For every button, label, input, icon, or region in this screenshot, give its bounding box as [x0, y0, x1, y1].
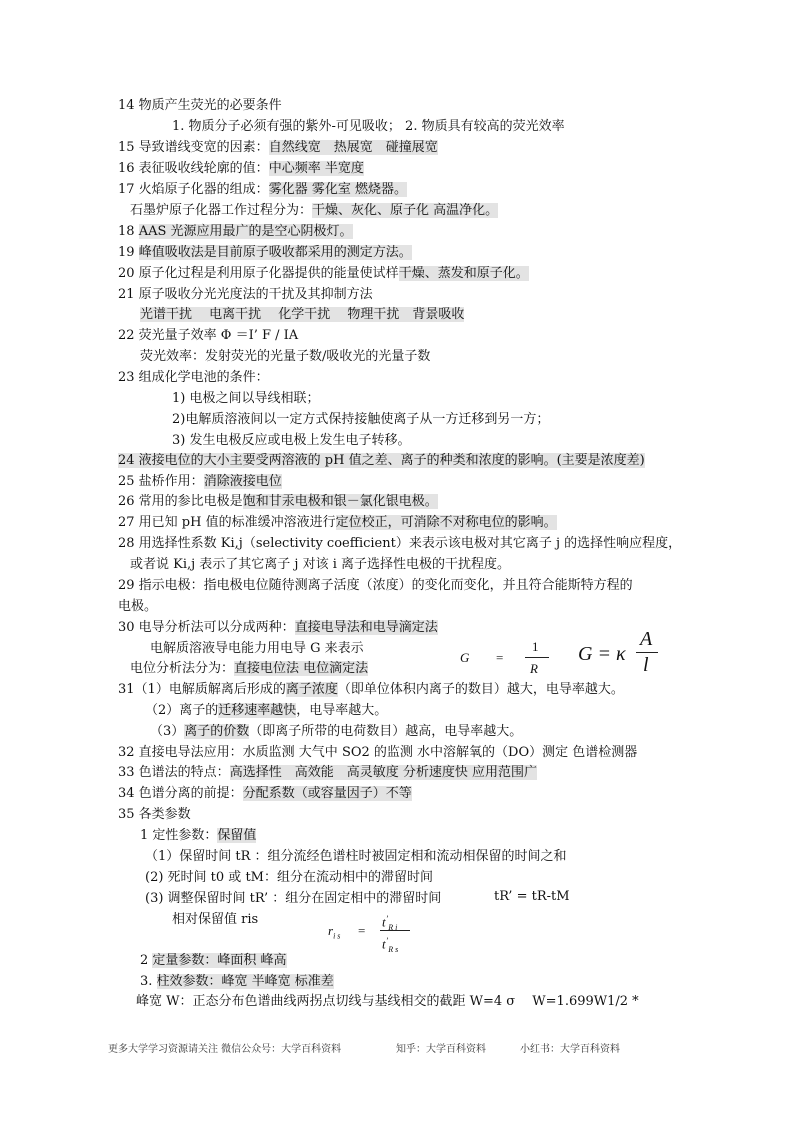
text-line [118, 744, 637, 762]
formula-g2-left: G = κ [578, 643, 626, 665]
formula-ris-denominator: $t^’_{R s}$ [382, 936, 399, 954]
line-text: 1) 电极之间以导线相联； [172, 391, 320, 406]
formula-g-denominator: R [530, 661, 538, 676]
text-line [118, 681, 624, 699]
highlighted-text: 直接电位法 电位滴定法 [234, 661, 369, 676]
highlighted-text: 直接电导法和电导滴定法 [294, 620, 438, 635]
line-text: 电位分析法分为： [130, 661, 235, 676]
highlighted-text: 自然线宽 热展宽 碰撞展宽 [268, 140, 438, 155]
text-line [118, 577, 633, 595]
text-line [118, 244, 412, 262]
line-text: 31（1）电解质解离后形成的 [118, 682, 286, 697]
text-line [145, 869, 433, 887]
text-line [118, 473, 282, 491]
formula-ris-left: $r_{i s}$ [328, 923, 341, 941]
line-text: 1. 物质分子必须有强的紫外-可见吸收； 2. 物质具有较高的荧光效率 [172, 119, 565, 134]
text-line [145, 848, 567, 866]
line-text: 电解质溶液导电能力用电导 G 来表示 [150, 641, 364, 656]
line-text: 14 物质产生荧光的必要条件 [118, 98, 282, 113]
text-line [140, 973, 334, 991]
highlighted-text: 分配系数（或容量因子）不等 [242, 786, 412, 801]
line-text: 29 指示电极：指电极电位随待测离子活度（浓度）的变化而变化，并且符合能斯特方程的 [118, 578, 633, 593]
line-text: 荧光效率：发射荧光的光量子数/吸收光的光量子数 [140, 349, 431, 364]
highlighted-text: 高选择性 高效能 高灵敏度 分析速度快 应用范围广 [229, 765, 537, 780]
line-text: （即离子所带的电荷数目）越高，电导率越大。 [249, 724, 523, 739]
text-line [140, 348, 430, 366]
text-line [145, 702, 387, 720]
line-text: 33 色谱法的特点： [118, 765, 230, 780]
line-text: (3) 调整保留时间 tR’ ：组分在固定相中的滞留时间 [145, 891, 442, 906]
highlighted-text: 中心频率 半宽度 [268, 161, 364, 176]
highlighted-text: 峰值吸收法是目前原子吸收都采用的测定方法。 [138, 245, 412, 260]
highlighted-text: 雾化器 雾化室 燃烧器。 [268, 182, 407, 197]
formula-g2-denominator: l [643, 654, 649, 676]
text-line [150, 723, 522, 741]
formula-ris-numerator: $t^’_{R i}$ [382, 914, 398, 932]
footer-wechat: 更多大学学习资源请关注 微信公众号：大学百科资料 [108, 1044, 342, 1055]
text-line [118, 139, 438, 157]
fraction-bar [525, 657, 549, 658]
text-line [172, 911, 258, 929]
line-text: (2) 死时间 t0 或 tM：组分在流动相中的滞留时间 [145, 870, 433, 885]
line-text: 27 用已知 pH 值的标准缓冲溶液进行 [118, 515, 336, 530]
text-line [118, 514, 557, 532]
highlighted-text: 迁移速率越快 [218, 703, 297, 718]
line-text: 2)电解质溶液间以一定方式保持接触使离子从一方迁移到另一方； [172, 412, 550, 427]
text-line [150, 640, 364, 658]
text-line [118, 265, 529, 283]
line-text: （2）离子的 [145, 703, 219, 718]
highlighted-text: 定量参数：峰面积 峰高 [152, 953, 287, 968]
text-line [140, 306, 464, 324]
line-text: 石墨炉原子化器工作过程分为： [130, 203, 313, 218]
line-text: 3. [140, 974, 157, 989]
line-text: 电极。 [118, 599, 158, 614]
line-text: 15 导致谱线变宽的因素： [118, 140, 269, 155]
line-text: 23 组成化学电池的条件： [118, 370, 269, 385]
formula-ris-sign: = [358, 923, 366, 938]
line-text: （1）保留时间 tR ：组分流经色谱柱时被固定相和流动相保留的时间之和 [145, 849, 567, 864]
line-text: 35 各类参数 [118, 807, 191, 822]
text-line [172, 411, 549, 429]
text-line [118, 160, 364, 178]
footer-xiaohongshu: 小红书：大学百科资料 [520, 1044, 620, 1055]
highlighted-text: 干燥、蒸发和原子化。 [398, 266, 529, 281]
formula-g2-numerator: A [640, 628, 653, 650]
highlighted-text: 柱效参数：峰宽 半峰宽 标准差 [156, 974, 334, 989]
text-line [140, 952, 287, 970]
highlighted-text: 离子的价数 [184, 724, 250, 739]
line-text: 3) 发生电极反应或电极上发生电子转移。 [172, 433, 411, 448]
line-text: （即单位体积内离子的数目）越大，电导率越大。 [337, 682, 624, 697]
highlighted-text: 光谱干扰 电离干扰 化学干扰 物理干扰 背景吸收 [140, 307, 465, 322]
text-line [172, 432, 410, 450]
text-line [130, 660, 368, 678]
line-text: 30 电导分析法可以分成两种： [118, 620, 295, 635]
fraction-bar [636, 652, 658, 653]
line-text: 1 定性参数： [140, 828, 218, 843]
text-line [118, 327, 298, 345]
text-line [118, 493, 438, 511]
text-line [118, 181, 407, 199]
text-line [118, 223, 353, 241]
line-text: 32 直接电导法应用：水质监测 大气中 SO2 的监测 水中溶解氧的（DO）测定 色谱检测器 [118, 745, 638, 760]
highlighted-text: AAS 光源应用最广的是空心阴极灯。 [138, 224, 353, 239]
text-line [118, 369, 269, 387]
text-line [140, 827, 256, 845]
highlighted-text: 24 液接电位的大小主要受两溶液的 pH 值之差、离子的种类和浓度的影响。(主要是浓度差) [118, 453, 645, 468]
line-text: 相对保留值 ris [172, 912, 259, 927]
formula-g-sign: = [496, 650, 504, 665]
formula-g-numerator: 1 [532, 639, 539, 654]
line-text: （3） [150, 724, 185, 739]
fraction-bar [380, 930, 410, 931]
line-text: 或者说 Ki,j 表示了其它离子 j 对该 i 离子选择性电极的干扰程度。 [130, 557, 511, 572]
line-text: ，电导率越大。 [296, 703, 388, 718]
text-line [118, 806, 191, 824]
line-text: 22 荧光量子效率 Φ ＝I’ F / IA [118, 328, 299, 343]
line-text: 26 常用的参比电极是 [118, 494, 243, 509]
highlighted-text: 保留值 [217, 828, 257, 843]
line-text: 18 [118, 224, 139, 239]
text-line [118, 785, 412, 803]
highlighted-text: 离子浓度 [285, 682, 338, 697]
text-line [130, 556, 510, 574]
highlighted-text: 定位校正，可消除不对称电位的影响。 [335, 515, 557, 530]
line-text: 2 [140, 953, 153, 968]
line-text: 16 表征吸收线轮廓的值： [118, 161, 269, 176]
line-text: 20 原子化过程是利用原子化器提供的能量使试样 [118, 266, 399, 281]
highlighted-text: 饱和甘汞电极和银－氯化银电极。 [242, 494, 438, 509]
footer-zhihu: 知乎：大学百科资料 [396, 1044, 486, 1055]
highlighted-text: 消除液接电位 [203, 474, 282, 489]
line-text: 19 [118, 245, 139, 260]
text-line [118, 535, 681, 553]
line-text: 28 用选择性系数 Ki,j（selectivity coefficient）来表示该电极对其它离子 j 的选择性响应程度， [118, 536, 682, 551]
line-text: 17 火焰原子化器的组成： [118, 182, 269, 197]
formula-tr-adjusted: tR’ = tR-tM [494, 889, 570, 904]
text-line [118, 452, 645, 470]
text-line [172, 390, 319, 408]
text-line [118, 619, 438, 637]
text-line [172, 118, 565, 136]
text-line [118, 286, 373, 304]
text-line [145, 890, 441, 908]
text-line [118, 598, 157, 616]
line-text: 峰宽 W：正态分布色谱曲线两拐点切线与基线相交的截距 W=4 σ W=1.699W1/2 * [136, 994, 639, 1009]
line-text: 34 色谱分离的前提： [118, 786, 243, 801]
highlighted-text: 干燥、灰化、原子化 高温净化。 [312, 203, 499, 218]
line-text: 25 盐桥作用： [118, 474, 204, 489]
text-line [118, 97, 282, 115]
formula-g-left: G [460, 650, 470, 665]
text-line [130, 202, 498, 220]
text-line [136, 993, 639, 1011]
text-line [118, 764, 537, 782]
line-text: 21 原子吸收分光光度法的干扰及其抑制方法 [118, 287, 373, 302]
